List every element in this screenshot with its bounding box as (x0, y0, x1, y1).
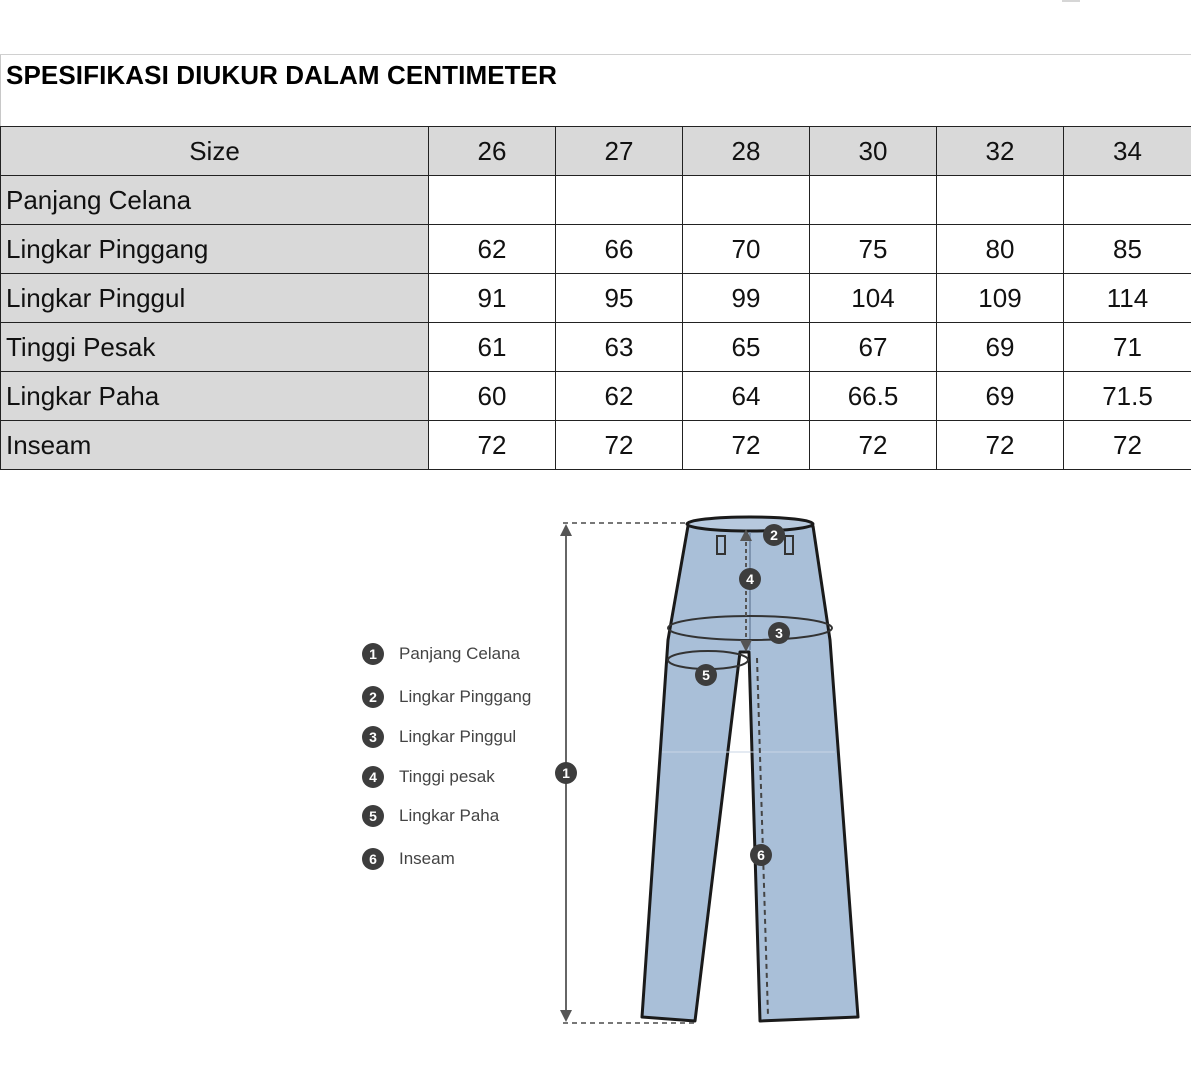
table-cell: 72 (683, 421, 810, 470)
diagram-marker-5 (695, 664, 717, 686)
table-cell: 85 (1064, 225, 1191, 274)
table-cell: 66 (556, 225, 683, 274)
svg-text:2: 2 (770, 527, 778, 543)
legend-number-badge: 6 (362, 848, 384, 870)
table-cell: 70 (683, 225, 810, 274)
row-label: Tinggi Pesak (1, 323, 429, 372)
table-cell: 60 (429, 372, 556, 421)
table-cell: 99 (683, 274, 810, 323)
table-cell: 75 (810, 225, 937, 274)
table-cell: 62 (429, 225, 556, 274)
table-cell: 72 (810, 421, 937, 470)
header-cell: 28 (683, 127, 810, 176)
legend-label: Lingkar Pinggul (399, 727, 517, 746)
table-cell: 63 (556, 323, 683, 372)
svg-text:1: 1 (562, 765, 570, 781)
row-label: Lingkar Paha (1, 372, 429, 421)
row-label: Panjang Celana (1, 176, 429, 225)
pants-illustration (642, 517, 858, 1021)
header-cell: 34 (1064, 127, 1191, 176)
row-label: Lingkar Pinggang (1, 225, 429, 274)
legend-label: Lingkar Paha (399, 806, 500, 825)
svg-text:4: 4 (746, 571, 754, 587)
table-cell: 104 (810, 274, 937, 323)
header-cell: 27 (556, 127, 683, 176)
table-cell: 66.5 (810, 372, 937, 421)
legend-label: Tinggi pesak (399, 767, 495, 786)
table-cell: 62 (556, 372, 683, 421)
table-cell: 69 (937, 323, 1064, 372)
page-title: SPESIFIKASI DIUKUR DALAM CENTIMETER (6, 60, 557, 90)
legend-number-badge: 2 (362, 686, 384, 708)
legend-number-badge: 5 (362, 805, 384, 827)
svg-text:3: 3 (775, 625, 783, 641)
table-cell: 72 (429, 421, 556, 470)
table-cell: 72 (937, 421, 1064, 470)
table-cell: 109 (937, 274, 1064, 323)
table-cell: 72 (556, 421, 683, 470)
row-label: Lingkar Pinggul (1, 274, 429, 323)
table-cell: 72 (1064, 421, 1191, 470)
table-cell: 61 (429, 323, 556, 372)
table-cell: 65 (683, 323, 810, 372)
legend-label: Inseam (399, 849, 455, 868)
diagram-marker-3 (768, 622, 790, 644)
table-cell: 71 (1064, 323, 1191, 372)
legend-number-badge: 3 (362, 726, 384, 748)
header-cell: 26 (429, 127, 556, 176)
row-label: Inseam (1, 421, 429, 470)
table-cell: 114 (1064, 274, 1191, 323)
svg-text:6: 6 (757, 847, 765, 863)
svg-text:5: 5 (702, 667, 710, 683)
table-cell: 80 (937, 225, 1064, 274)
table-cell: 64 (683, 372, 810, 421)
table-cell: 67 (810, 323, 937, 372)
legend-number-badge: 4 (362, 766, 384, 788)
diagram-marker-6 (750, 844, 772, 866)
legend-label: Panjang Celana (399, 644, 520, 663)
diagram-marker-1 (555, 762, 577, 784)
header-cell: 30 (810, 127, 937, 176)
legend-label: Lingkar Pinggang (399, 687, 532, 706)
table-cell: 91 (429, 274, 556, 323)
legend-number-badge: 1 (362, 643, 384, 665)
table-cell: 69 (937, 372, 1064, 421)
header-cell: Size (1, 127, 429, 176)
table-cell: 95 (556, 274, 683, 323)
table-cell: 71.5 (1064, 372, 1191, 421)
diagram-marker-4 (739, 568, 761, 590)
diagram-marker-2 (763, 524, 785, 546)
header-cell: 32 (937, 127, 1064, 176)
